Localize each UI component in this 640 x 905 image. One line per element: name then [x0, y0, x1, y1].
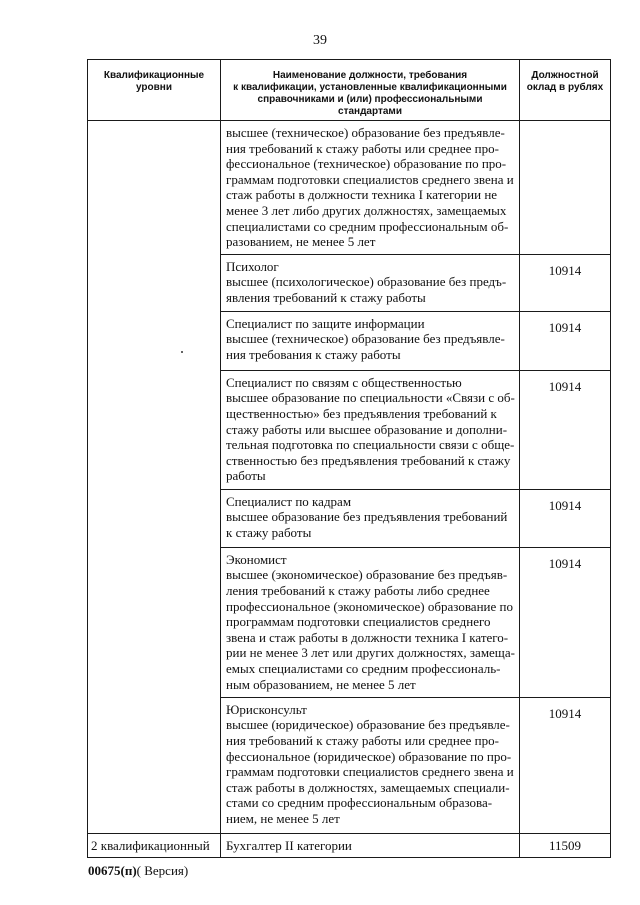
salary-cell [520, 311, 611, 370]
document-footer [88, 863, 188, 879]
header-position-requirements [221, 60, 520, 121]
salary-cell [520, 489, 611, 547]
scan-dot-mark [181, 351, 183, 353]
salary-cell [520, 547, 611, 697]
row-text: Юрисконсульт высшее (юридическое) образование без предъявле- ния требований к стажу работы или среднее про- фессиональное (юридическое) образование по про- граммам подготовки специалистов среднего звена и стаж работы в должностях, замещаемых специали- стами со средним профессиональным образова- нием, не менее 5 лет [226, 701, 514, 826]
row-text: Специалист по связям с общественностью высшее образование по специальности «Связи с об- щественностью» без предъявления требований к стажу работы или высшее образование и дополни- тельная подготовка по специальности связи с обще- ственностью без предъявления требований к стажу работы [226, 374, 515, 484]
header-text: Должностной оклад в рублях [526, 70, 604, 93]
header-text: Наименование должности, требования к квалификации, установленные квалификационными справочниками и (или) профессиональными стандартами [233, 70, 507, 117]
salary-value: 10914 [548, 319, 582, 335]
row-text: Психолог высшее (психологическое) образование без предъ- явления требований к стажу работы [226, 258, 507, 305]
qualification-table [87, 59, 611, 858]
row-text: Специалист по защите информации высшее (техническое) образование без предъявле- ния требования к стажу работы [226, 315, 505, 362]
salary-cell [520, 833, 611, 858]
row-text: высшее (техническое) образование без предъявле- ния требований к стажу работы или среднее про- фессиональное (техническое) образование по про- граммам подготовки специалистов среднего звена и стаж работы в должности техника I категории не менее 3 лет либо других должностях, замещаемых специалистами со средним профессиональным об- разованием, не менее 5 лет [226, 125, 514, 250]
qualification-level-cell [88, 121, 221, 834]
position-requirements-cell [221, 489, 520, 547]
qualification-level-cell [88, 833, 221, 858]
salary-value: 10914 [548, 497, 582, 513]
salary-cell [520, 370, 611, 489]
position-requirements-cell [221, 547, 520, 697]
header-salary [520, 60, 611, 121]
page-number: 39 [313, 33, 327, 48]
document-code: 00675(п) [88, 863, 137, 878]
position-requirements-cell [221, 311, 520, 370]
salary-value: 11509 [548, 837, 582, 853]
position-requirements-cell [221, 121, 520, 255]
salary-value: 10914 [548, 378, 582, 394]
position-requirements-cell [221, 697, 520, 833]
salary-value: 10914 [548, 262, 582, 278]
level-text: 2 квалификационный [91, 837, 210, 853]
row-text: Экономист высшее (экономическое) образование без предъяв- ления требований к стажу работы либо среднее профессиональное (экономическое) образование по программам подготовки специалистов среднего звена и стаж работы в должности техника I катего- рии не менее 3 лет или других должностях, замеща- емых специалистами со средним профессиональ- ным образованием, не менее 5 лет [226, 551, 515, 692]
row-text: Специалист по кадрам высшее образование без предъявления требований к стажу работы [226, 493, 508, 540]
salary-cell [520, 697, 611, 833]
salary-cell [520, 254, 611, 311]
table-header-row [88, 60, 611, 121]
table-row [88, 833, 611, 858]
position-requirements-cell [221, 254, 520, 311]
header-text: Квалификационные уровни [103, 70, 205, 93]
position-requirements-cell [221, 370, 520, 489]
salary-value: 10914 [548, 555, 582, 571]
salary-cell [520, 121, 611, 255]
salary-value: 10914 [548, 705, 582, 721]
document-version: ( Версия) [136, 863, 189, 878]
position-requirements-cell [221, 833, 520, 858]
header-qualification-levels [88, 60, 221, 121]
table-row [88, 121, 611, 255]
row-text: Бухгалтер II категории [226, 837, 352, 853]
